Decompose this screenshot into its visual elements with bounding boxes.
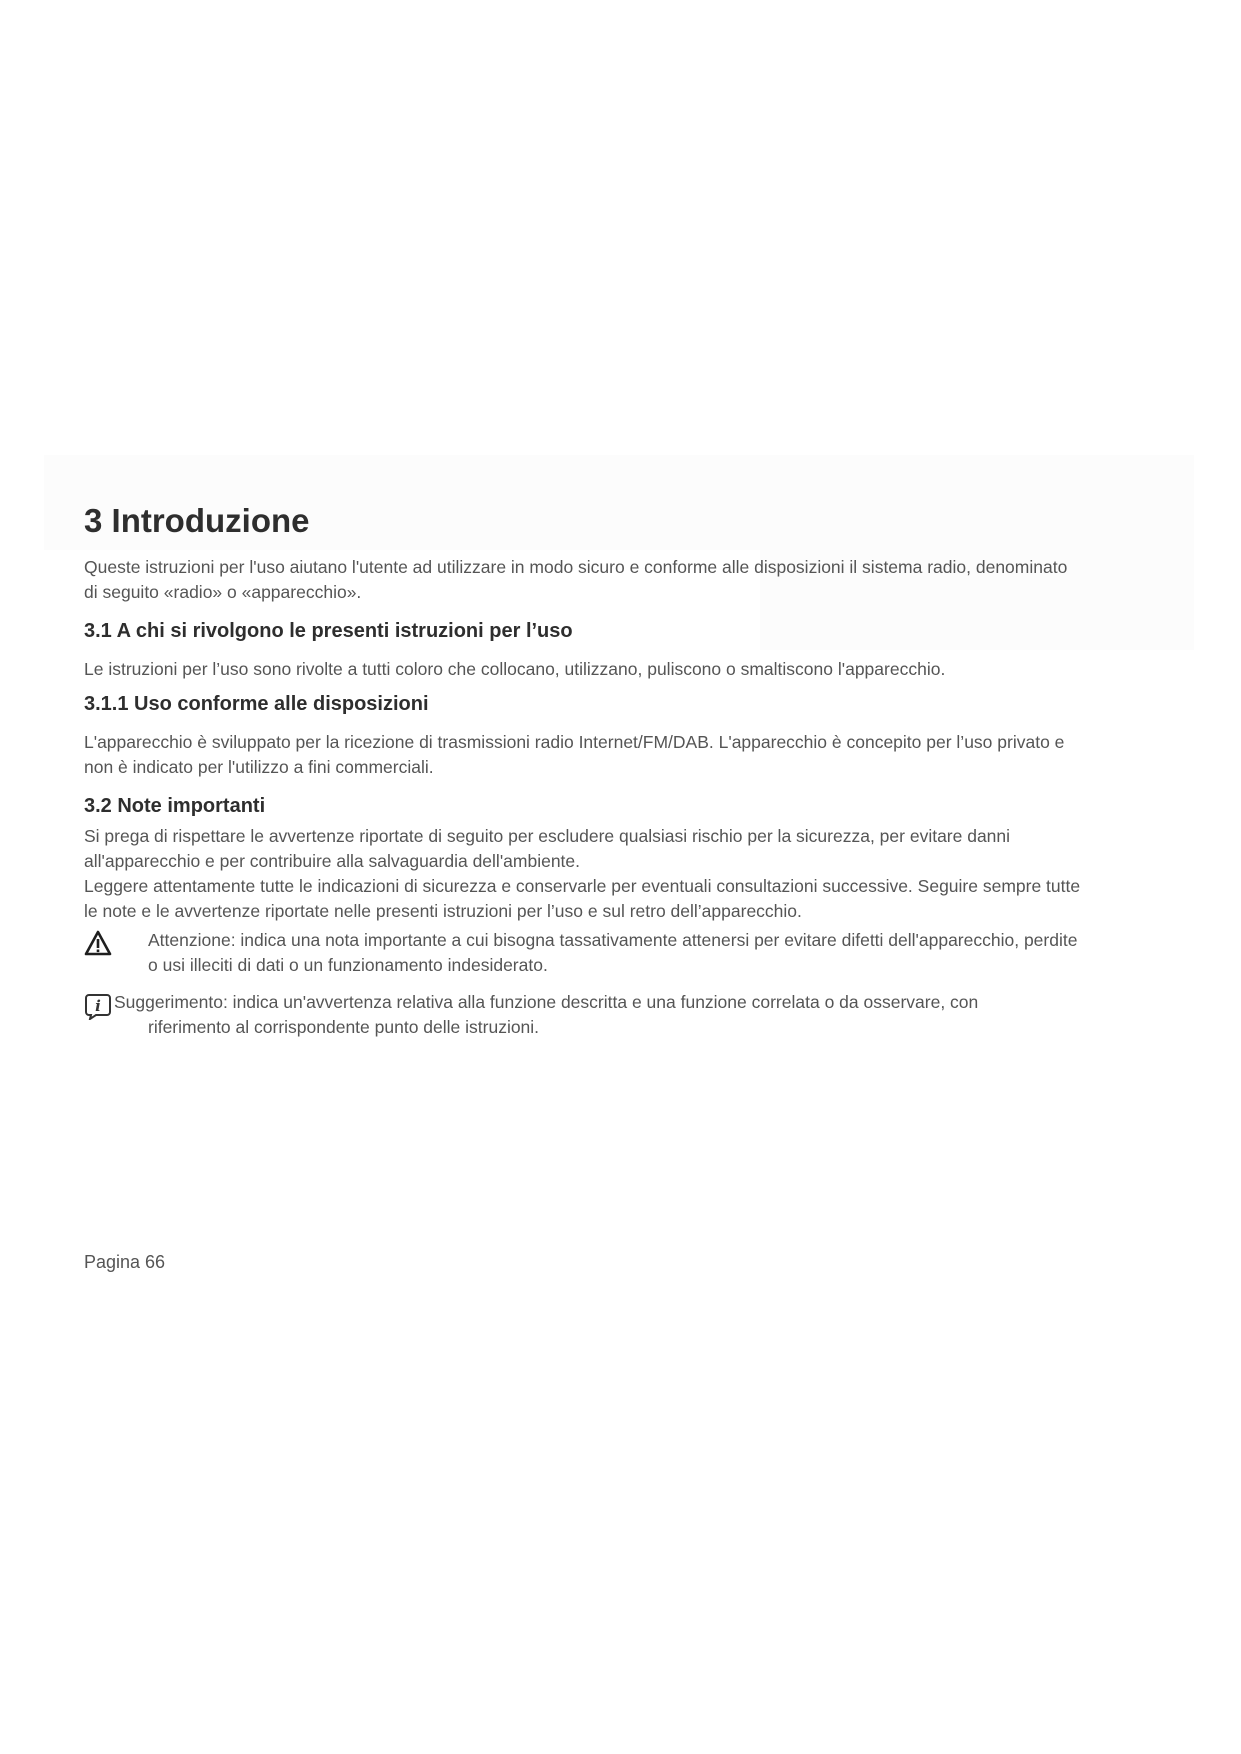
subsection-3-2-line: Si prega di rispettare le avvertenze riportate di seguito per escludere qualsiasi rischio per la sicurezza, per evitare danni xyxy=(84,826,1011,846)
page-number: Pagina 66 xyxy=(84,1252,166,1272)
subsection-3-2-line: all'apparecchio e per contribuire alla salvaguardia dell'ambiente. xyxy=(84,851,581,871)
subsection-title-3-2: 3.2 Note importanti xyxy=(84,795,266,817)
section-title: 3 Introduzione xyxy=(84,502,310,539)
warning-note xyxy=(84,928,1164,978)
intro-paragraph-line: di seguito «radio» o «apparecchio». xyxy=(84,582,362,602)
tip-note-line: riferimento al corrispondente punto delle istruzioni. xyxy=(148,1017,540,1037)
subsection-title-3-1-1: 3.1.1 Uso conforme alle disposizioni xyxy=(84,693,429,715)
warning-triangle-icon xyxy=(84,930,112,956)
tip-note-line: Suggerimento: indica un'avvertenza relativa alla funzione descritta e una funzione correlata o da osservare, con xyxy=(114,992,979,1012)
subsection-3-1-text: Le istruzioni per l’uso sono rivolte a tutti coloro che collocano, utilizzano, puliscono o smaltiscono l'apparecchio. xyxy=(84,659,946,679)
subsection-3-2-line: le note e le avvertenze riportate nelle presenti istruzioni per l’uso e sul retro dell’apparecchio. xyxy=(84,901,802,921)
warning-note-line: o usi illeciti di dati o un funzionamento indesiderato. xyxy=(148,955,548,975)
subsection-title-3-1: 3.1 A chi si rivolgono le presenti istruzioni per l’uso xyxy=(84,620,573,642)
svg-text:i: i xyxy=(95,997,101,1015)
subsection-3-2-line: Leggere attentamente tutte le indicazioni di sicurezza e conservarle per eventuali consultazioni successive. Seguire sempre tutte xyxy=(84,876,1081,896)
subsection-3-1-1-line: non è indicato per l'utilizzo a fini commerciali. xyxy=(84,757,434,777)
subsection-3-1-1-line: L'apparecchio è sviluppato per la ricezione di trasmissioni radio Internet/FM/DAB. L'apparecchio è concepito per l’uso privato e xyxy=(84,732,1065,752)
tip-note xyxy=(84,990,1164,1040)
info-icon xyxy=(84,992,112,1018)
intro-paragraph-line: Queste istruzioni per l'uso aiutano l'utente ad utilizzare in modo sicuro e conforme alle disposizioni il sistema radio, denominato xyxy=(84,557,1068,577)
warning-note-line: Attenzione: indica una nota importante a cui bisogna tassativamente attenersi per evitare difetti dell'apparecchio, perdite xyxy=(148,930,1078,950)
main-content xyxy=(84,497,1164,1040)
